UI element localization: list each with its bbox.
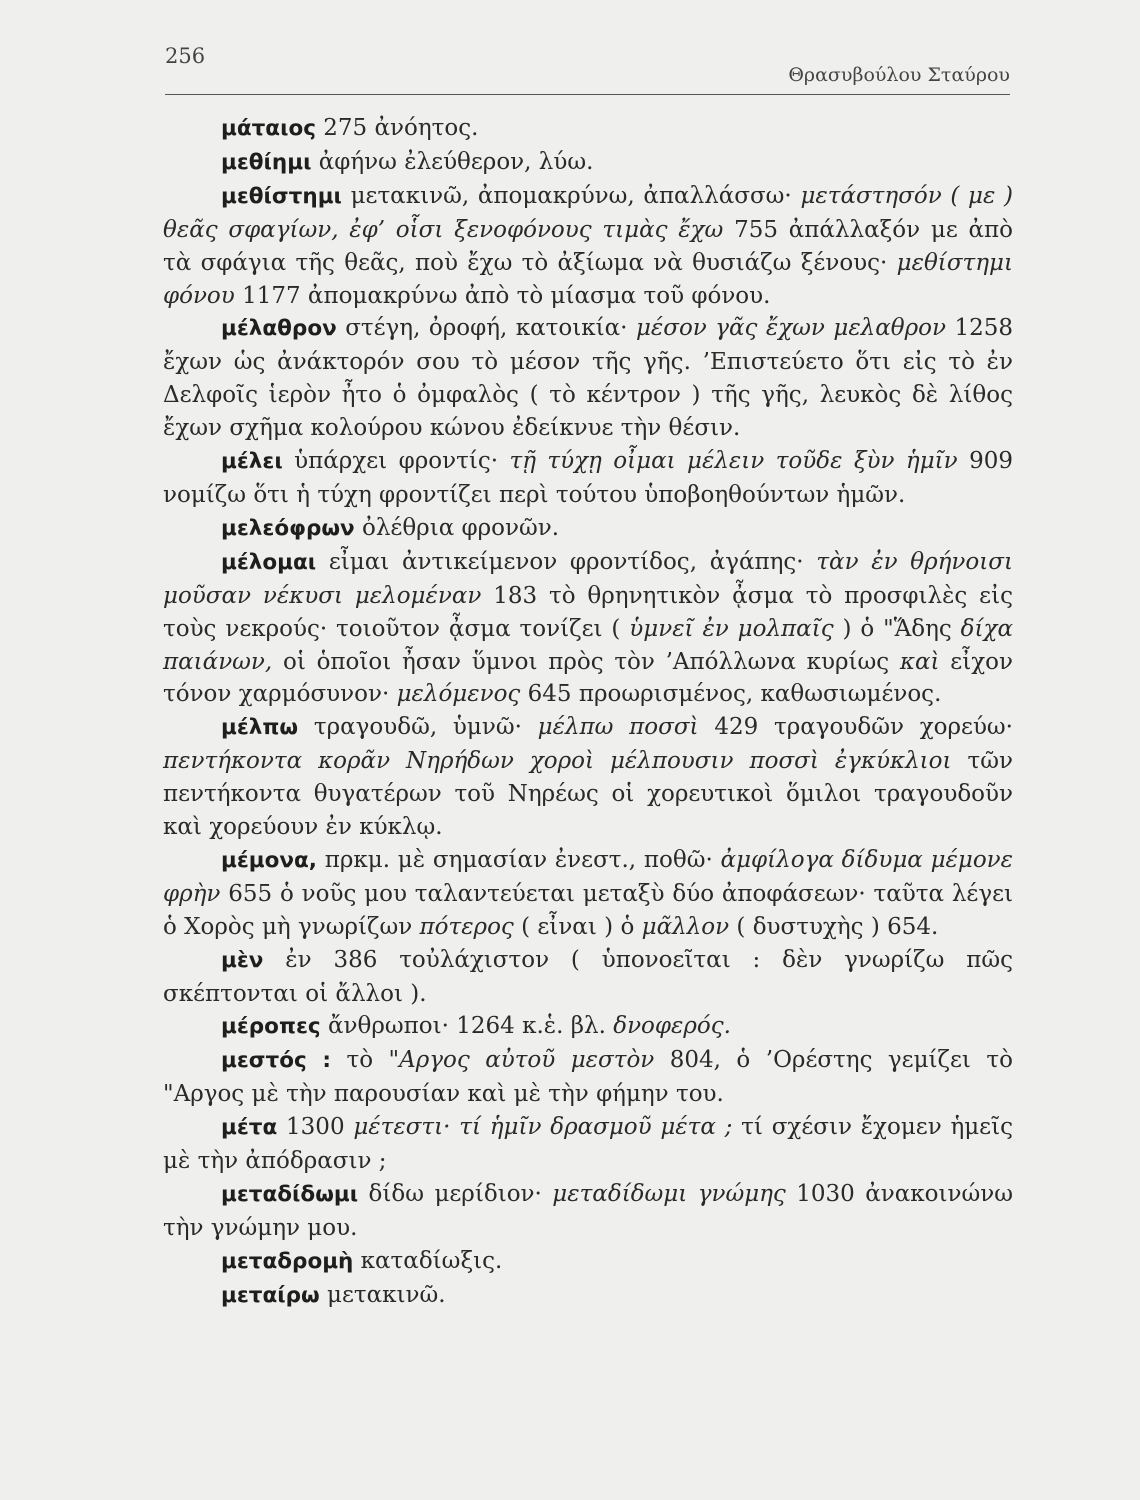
headword: μὲν (221, 947, 264, 973)
headword: μέλπω (221, 715, 299, 741)
definition: 755 ἀπάλλαξόν με ἀπὸ τὰ σφάγια τῆς θεᾶς, ποὺ ἔχω τὸ ἀξίωμα νὰ θυσιάζω ξένους· (163, 216, 1013, 276)
quotation: πότερος (419, 913, 514, 940)
header-rule (165, 94, 1010, 95)
definition: ὀλέθρια φρονῶν. (354, 514, 560, 541)
definition: μετακινῶ, ἀπομακρύνω, ἀπαλλάσσω· (341, 182, 801, 209)
glossary-entry (163, 546, 1013, 712)
quotation: μέσον γᾶς ἔχων μελαθρον (635, 315, 946, 342)
definition: πρκμ. μὲ σημασίαν ἐνεστ., ποθῶ· (316, 846, 721, 873)
glossary-entry (163, 312, 1013, 445)
glossary-entry (163, 844, 1013, 944)
quotation: δίχα παιάνων, (163, 615, 1013, 675)
headword: μεστός : (221, 1048, 332, 1074)
definition: 1258 ἔχων ὡς ἀνάκτορόν σου τὸ μέσον τῆς γῆς. ’Επιστεύετο ὅτι εἰς τὸ ἐν Δελφοῖς ἱερὸν ἦτο ὁ ὀμφαλὸς ( τὸ κέντρον ) τῆς γῆς, λευκὸς δὲ λίθος ἔχων σχῆμα κολούρου κώνου ἐδείκνυε τὴν θέσιν. (163, 315, 1013, 442)
running-head: Θρασυβούλου Σταύρου (788, 64, 1010, 86)
headword: μέμονα, (221, 847, 317, 873)
headword: μεταίρω (221, 1282, 320, 1308)
definition: οἱ ὁποῖοι ἦσαν ὕμνοι πρὸς τὸν ’Απόλλωνα κυρίως (272, 648, 900, 675)
definition: ὑπάρχει φροντίς· (282, 448, 510, 475)
definition: τὸ (331, 1047, 389, 1074)
page-header (165, 40, 1010, 100)
glossary-entry (163, 445, 1013, 512)
glossary-entry (163, 944, 1013, 1011)
glossary-entry (163, 1111, 1013, 1178)
quotation: μεταδίδωμι γνώμης (552, 1181, 786, 1207)
headword: μελεόφρων (221, 515, 355, 541)
glossary-entry (163, 512, 1013, 546)
headword: μάταιος (221, 116, 316, 141)
definition: ) ὁ "Ἅδης (833, 615, 961, 642)
definition: 909 νομίζω ὅτι ἡ τύχη φροντίζει περὶ τούτου ὑποβοηθούντων ἡμῶν. (163, 448, 1014, 508)
glossary-entry (163, 180, 1013, 313)
definition: στέγη, ὀροφή, κατοικία· (336, 315, 636, 342)
definition: ἀφήνω ἐλεύθερον, λύω. (311, 148, 594, 175)
definition: ( δυστυχὴς ) 654. (729, 913, 939, 940)
definition: 429 τραγουδῶν χορεύω· (698, 714, 1013, 741)
definition: ( εἶναι ) ὁ (513, 913, 642, 940)
quotation: τὰν ἐν θρήνοισι μοῦσαν νέκυσι μελομέναν (163, 548, 1013, 609)
quotation: μετάστησόν ( με ) θεᾶς σφαγίων, ἐφ’ οἷσι ξενοφόνους τιμὰς ἔχω (163, 182, 1013, 243)
quotation: μέλπω ποσσὶ (537, 714, 699, 741)
definition: ἐν 386 τοὐλάχιστον ( ὑπονοεῖται : δὲν γνωρίζω πῶς σκέπτονται οἱ ἄλλοι ). (163, 946, 1013, 1007)
quotation: μελόμενος (396, 681, 521, 708)
headword: μέλαθρον (221, 316, 337, 342)
glossary-entry (163, 1044, 1013, 1111)
definition: 1300 (277, 1114, 354, 1141)
definition: μετακινῶ. (319, 1281, 446, 1308)
page-number: 256 (165, 44, 206, 68)
quotation: μᾶλλον (641, 913, 730, 940)
definition: δίδω μερίδιον· (358, 1181, 553, 1207)
definition: καταδίωξις. (353, 1247, 503, 1274)
quotation: μεθίστημι φόνου (163, 249, 1013, 309)
glossary-entry (163, 711, 1013, 844)
definition: τραγουδῶ, ὑμνῶ· (298, 714, 538, 741)
glossary-entry (163, 112, 1013, 146)
headword: μέτα (221, 1115, 278, 1141)
headword: μέροπες (221, 1014, 321, 1040)
definition: εἶχον τόνον χαρμόσυνον· (163, 648, 1013, 708)
headword: μεταδρομὴ (221, 1248, 354, 1274)
definition: εἶμαι ἀντικείμενον φροντίδος, ἀγάπης· (316, 548, 817, 575)
definition: 655 ὁ νοῦς μου ταλαντεύεται μεταξὺ δύο ἀποφάσεων· ταῦτα λέγει ὁ Χορὸς μὴ γνωρίζων (163, 880, 1013, 940)
glossary-entries (163, 112, 1013, 1313)
headword: μέλομαι (221, 549, 317, 575)
quotation: πεντήκοντα κορᾶν Νηρήδων χοροὶ μέλπουσιν ποσσὶ ἐγκύκλιοι (163, 748, 952, 775)
definition: τῶν πεντήκοντα θυγατέρων τοῦ Νηρέως οἱ χορευτικοὶ ὅμιλοι τραγουδοῦν καὶ χορεύουν ἐν κύκλῳ. (163, 748, 1013, 841)
definition: 1030 ἀνακοινώνω τὴν γνώμην μου. (163, 1181, 1013, 1241)
definition: 804, ὁ ’Ορέστης γεμίζει τὸ "Αργος μὲ τὴν παρουσίαν καὶ μὲ τὴν φήμην του. (163, 1047, 1013, 1108)
headword: μέλει (221, 449, 283, 475)
headword: μεθίστημι (221, 183, 342, 209)
definition: 183 τὸ θρηνητικὸν ᾆσμα τὸ προσφιλὲς εἰς τοὺς νεκρούς· τοιοῦτον ᾆσμα τονίζει ( (163, 582, 1013, 642)
glossary-entry (163, 1178, 1013, 1245)
glossary-entry (163, 1245, 1013, 1279)
definition: 645 προωρισμένος, καθωσιωμένος. (520, 681, 942, 708)
quotation: καὶ (899, 648, 940, 675)
glossary-entry (163, 146, 1013, 180)
quotation: τῇ τύχῃ οἶμαι μέλειν τοῦδε ξὺν ἡμῖν (509, 448, 958, 475)
definition: 275 ἀνόητος. (315, 115, 479, 141)
quotation: "Αργος αὐτοῦ μεστὸν (388, 1047, 655, 1074)
headword: μεθίημι (221, 149, 312, 175)
definition: τί σχέσιν ἔχομεν ἡμεῖς μὲ τὴν ἀπόδρασιν ; (163, 1114, 1013, 1175)
glossary-entry (163, 1279, 1013, 1313)
definition: ἄνθρωποι· 1264 κ.ἑ. βλ. (320, 1013, 614, 1040)
quotation: μέτεστι· τί ἡμῖν δρασμοῦ μέτα ; (353, 1114, 733, 1141)
headword: μεταδίδωμι (221, 1182, 359, 1207)
glossary-entry (163, 1010, 1013, 1044)
definition: 1177 ἀπομακρύνω ἀπὸ τὸ μίασμα τοῦ φόνου. (234, 282, 771, 309)
quotation: ὑμνεῖ ἐν μολπαῖς (629, 615, 834, 642)
quotation: δνοφερός. (613, 1013, 731, 1040)
quotation: ἀμφίλογα δίδυμα μέμονε φρὴν (163, 846, 1013, 907)
